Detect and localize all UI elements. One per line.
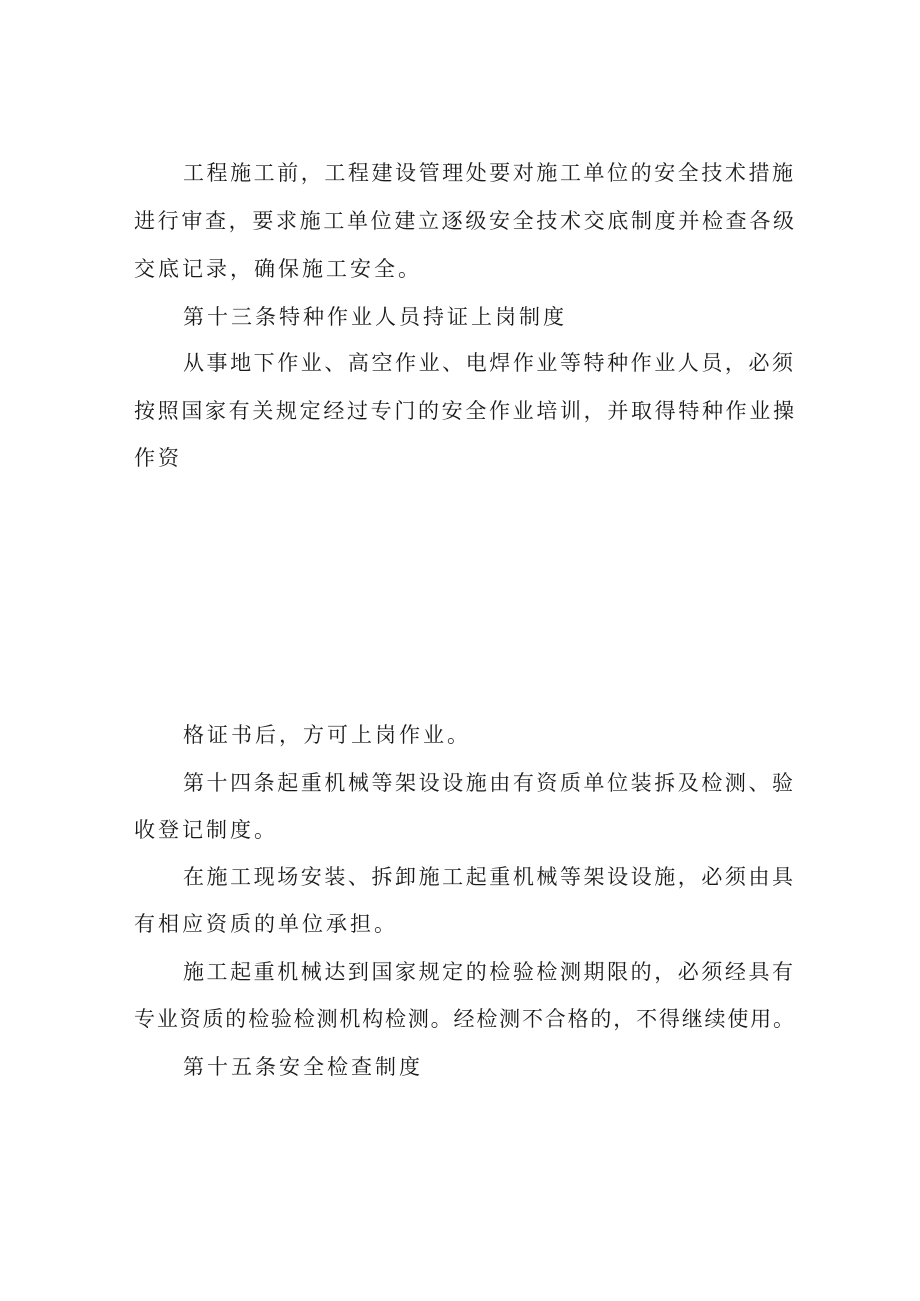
paragraph-line: 在施工现场安装、拆卸施工起重机械等架设设施，必须由具: [183, 865, 793, 889]
paragraph-line: 从事地下作业、高空作业、电焊作业等特种作业人员，必须: [183, 351, 793, 375]
paragraph-line: 进行审查，要求施工单位建立逐级安全技术交底制度并检查各级: [134, 209, 794, 233]
paragraph-line: 专业资质的检验检测机构检测。经检测不合格的，不得继续使用。: [134, 1007, 794, 1031]
paragraph-line: 交底记录，确保施工安全。: [134, 257, 422, 281]
section-heading: 第十三条特种作业人员持证上岗制度: [183, 305, 567, 329]
paragraph-line: 有相应资质的单位承担。: [134, 912, 398, 936]
paragraph-line: 按照国家有关规定经过专门的安全作业培训，并取得特种作业操: [134, 399, 794, 423]
section-heading: 第十五条安全检查制度: [183, 1055, 423, 1079]
paragraph-line: 工程施工前，工程建设管理处要对施工单位的安全技术措施: [183, 161, 793, 185]
paragraph-line: 作资: [134, 446, 182, 470]
section-heading: 第十四条起重机械等架设设施由有资质单位装拆及检测、验: [183, 771, 793, 795]
section-heading: 收登记制度。: [134, 818, 278, 842]
paragraph-line: 施工起重机械达到国家规定的检验检测期限的，必须经具有: [183, 960, 793, 984]
paragraph-line: 格证书后，方可上岗作业。: [183, 723, 471, 747]
